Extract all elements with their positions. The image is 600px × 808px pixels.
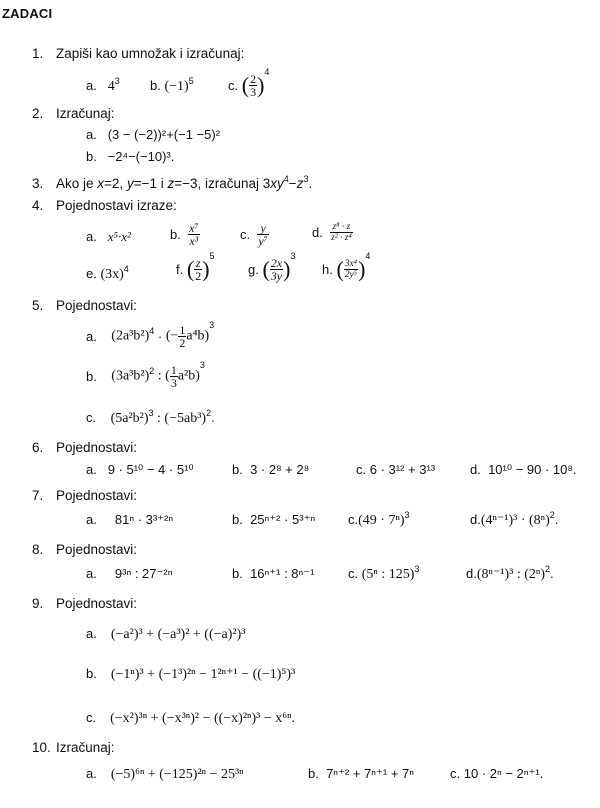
q5-item-c: c. $(5a^2b^2)^3$ : $(-5ab^3)^2$. (86, 408, 215, 426)
question-5: 5. Pojednostavi: (32, 298, 138, 313)
item-c: c. ( $\frac{2}{3}$ )$^4$ (228, 67, 270, 100)
question-number: 2. (32, 106, 44, 121)
question-4: 4. Pojednostavi izraze: (32, 198, 177, 213)
question-number: 1. (32, 46, 44, 61)
item-b: b. $(-1)^5$ (150, 76, 194, 94)
question-6: 6. Pojednostavi: (32, 440, 138, 455)
item-d: d. $\frac{\text{z⁸ · z}}{\text{z² · z⁴}}$ (312, 222, 352, 243)
item-h: h. ( $\frac{\text{3x⁴}}{\text{2y⁵}}$ )$^4$ (322, 251, 371, 282)
question-10: 10. Izračunaj: (32, 740, 115, 755)
q2-item-b: b. −2⁴−(−10)³. (86, 149, 175, 164)
item-f: f. ( $\frac{z}{2}$ )$^5$ (176, 251, 215, 284)
question-8: 8. Pojednostavi: (32, 542, 138, 557)
question-text: Izračunaj: (56, 106, 115, 121)
question-text: Zapiši kao umnožak i izračunaj: (56, 46, 245, 61)
item-e: e. $(3x)^4$ (86, 264, 129, 282)
question-7: 7. Pojednostavi: (32, 488, 138, 503)
q9-item-b: b. (−1ⁿ)³ + (−1³)²ⁿ − 1²ⁿ⁺¹ − ((−1)⁵)³ (86, 666, 296, 682)
item-g: g. ( $\frac{2x}{3y}$ )$^3$ (248, 251, 296, 284)
page-title: ZADACI (2, 6, 53, 21)
question-3: 3. Ako je x=2, y=−1 i z=−3, izračunaj $3xy^4-z^3$. (32, 174, 313, 191)
q2-item-a: a. (3 − (−2))²+(−1 −5)² (86, 127, 221, 142)
question-9: 9. Pojednostavi: (32, 596, 138, 611)
question-2 (32, 106, 115, 121)
q9-item-c: c. (−x²)³ⁿ + (−x³ⁿ)² − ((−x)²ⁿ)³ − x⁶ⁿ. (86, 710, 295, 726)
item-b: b. $\frac{\text{x⁷}}{\text{x³}}$ (170, 221, 199, 248)
item-a: a. $4^3$ (86, 76, 120, 94)
item-a: a. x⁵·x² (86, 229, 131, 244)
question-1 (32, 46, 244, 61)
item-c: c. $\frac{y}{\text{y⁷}}$ (240, 221, 268, 248)
q9-item-a: a. (−a²)³ + (−a³)² + ((−a)²)³ (86, 626, 246, 642)
